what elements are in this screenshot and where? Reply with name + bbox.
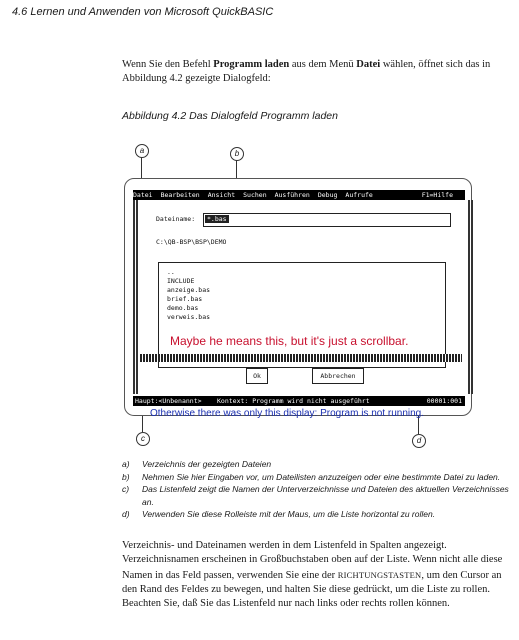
filename-value: *.bas	[207, 215, 227, 223]
ok-button[interactable]: Ok	[246, 368, 268, 384]
red-annotation: Maybe he means this, but it's just a scrollbar.	[170, 334, 409, 348]
menu-bearbeiten[interactable]: Bearbeiten	[160, 191, 200, 199]
horizontal-scrollbar[interactable]	[140, 354, 462, 362]
legend-text: Das Listenfeld zeigt die Namen der Unterverzeichnisse und Dateien des aktuellen Verzeichnisses an.	[142, 484, 509, 507]
page-header: 4.6 Lernen und Anwenden von Microsoft QuickBASIC	[12, 6, 274, 18]
callout-c: c	[136, 432, 150, 446]
status-position: 00001:001	[426, 397, 462, 405]
menu-ausfuehren[interactable]: Ausführen	[274, 191, 310, 199]
filename-label: Dateiname:	[156, 215, 196, 223]
intro-text-post: wählen, öffnet sich das in Abbildung 4.2 gezeigte Dialogfeld:	[122, 59, 491, 84]
legend-item	[122, 508, 514, 521]
legend-key: c)	[122, 484, 130, 494]
body-paragraph	[122, 539, 514, 611]
blue-annotation: Otherwise there was only this display: Program is not running.	[150, 408, 425, 419]
menu-suchen[interactable]: Suchen	[243, 191, 267, 199]
legend-text: Verzeichnis der gezeigten Dateien	[142, 459, 272, 469]
legend-item	[122, 458, 514, 471]
cancel-button[interactable]: Abbrechen	[312, 368, 364, 384]
status-context: Kontext: Programm wird nicht ausgeführt	[217, 397, 370, 405]
legend-text: Verwenden Sie diese Rolleiste mit der Maus, um die Liste horizontal zu rollen.	[142, 509, 436, 519]
callout-d: d	[412, 434, 426, 448]
body-text-2: , um den Cursor an den Rand des Feldes zu bewegen, und halten Sie diese gedrückt, um die Liste zu rollen. Beachten Sie, daß Sie das Listenfeld nur nach links oder rechts rollen können.	[122, 569, 502, 610]
intro-bold-command: Programm laden	[213, 59, 290, 70]
intro-text-mid: aus dem Menü	[289, 59, 357, 70]
status-bar	[133, 396, 465, 406]
list-item[interactable]: anzeige.bas	[167, 286, 211, 294]
directory-path: C:\QB-BSP\BSP\DEMO	[156, 238, 227, 246]
legend-text: Nehmen Sie hier Eingaben vor, um Dateilisten anzuzeigen oder eine bestimmte Datei zu laden.	[142, 471, 501, 482]
menu-debug[interactable]: Debug	[317, 191, 338, 199]
list-item[interactable]: brief.bas	[167, 295, 203, 303]
menu-datei[interactable]: Datei	[133, 191, 153, 199]
body-text-1: Verzeichnis- und Dateinamen werden in dem Listenfeld in Spalten angezeigt. Verzeichnisnamen erscheinen in Großbuchstaben oben auf der Liste. Wenn nicht alle diese Namen in das Feld passen, verwenden Sie eine der	[122, 540, 503, 581]
menu-bar	[133, 190, 465, 200]
body-smallcaps: RICHTUNGSTASTEN	[337, 569, 422, 580]
legend-key: a)	[122, 459, 130, 469]
callout-b: b	[230, 147, 244, 161]
intro-text-pre: Wenn Sie den Befehl	[122, 59, 214, 70]
legend-item	[122, 471, 514, 484]
intro-paragraph	[122, 58, 512, 86]
status-module: Haupt:<Unbenannt>	[135, 397, 202, 405]
intro-bold-menu: Datei	[356, 59, 381, 70]
menu-aufrufe[interactable]: Aufrufe	[345, 191, 373, 199]
legend-key: b)	[122, 471, 130, 482]
figure-legend	[122, 458, 514, 521]
menu-help[interactable]: F1=Hilfe	[421, 191, 453, 199]
legend-item	[122, 483, 514, 508]
callout-a: a	[135, 144, 149, 158]
menu-ansicht[interactable]: Ansicht	[207, 191, 236, 199]
list-item[interactable]: verweis.bas	[167, 313, 211, 321]
filename-input[interactable]	[203, 213, 451, 227]
legend-key: d)	[122, 509, 130, 519]
figure-caption: Abbildung 4.2 Das Dialogfeld Programm laden	[122, 110, 338, 122]
list-item[interactable]: ..	[167, 268, 175, 276]
file-list	[167, 268, 210, 322]
list-item[interactable]: INCLUDE	[167, 277, 195, 285]
list-item[interactable]: demo.bas	[167, 304, 199, 312]
